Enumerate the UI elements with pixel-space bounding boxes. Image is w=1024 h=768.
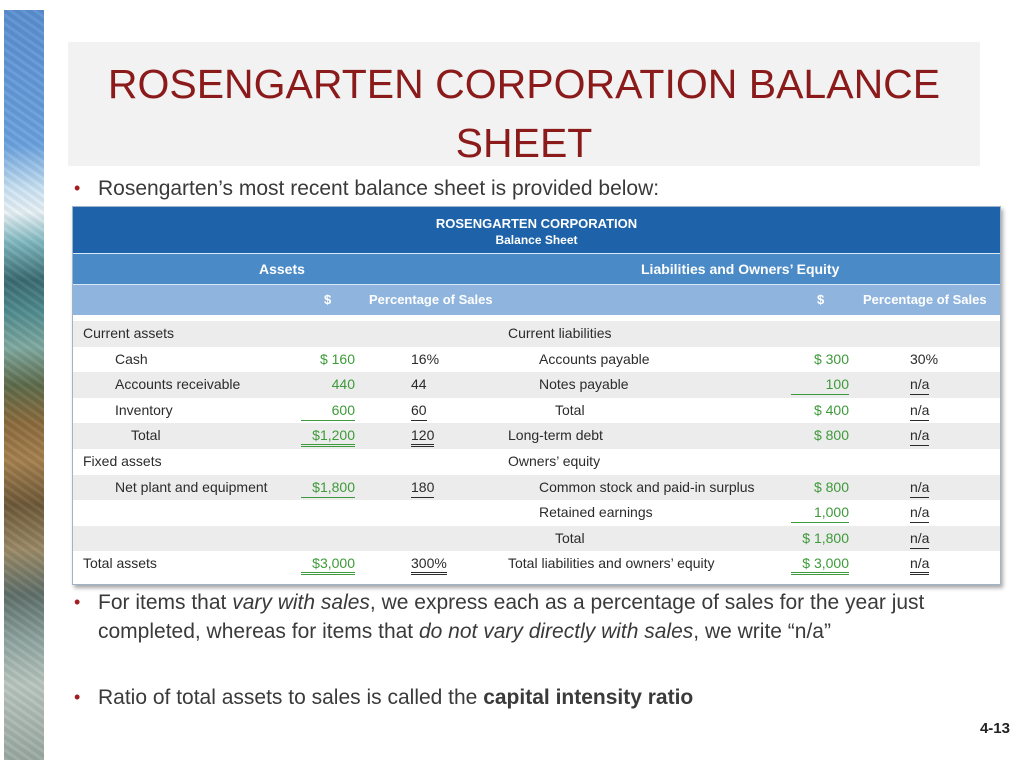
liability-pct: n/a [910, 530, 929, 549]
assets-dollar-header: $ [324, 292, 332, 307]
bullet-dot: • [74, 687, 81, 707]
text-segment: , we express each as a percentage of sales for the year just completed, whereas for items that [98, 591, 925, 643]
asset-label: Cash [115, 350, 148, 367]
liability-label: Owners’ equity [508, 452, 601, 469]
liability-value: $ 3,000 [791, 555, 849, 575]
liability-value: $ 1,800 [802, 529, 849, 546]
asset-pct: 60 [411, 402, 427, 421]
liability-label: Notes payable [539, 376, 629, 393]
liability-value: 1,000 [791, 504, 849, 523]
liability-pct: 30% [910, 350, 939, 367]
decorative-coral-strip [4, 10, 44, 760]
bullet-capital-text [74, 683, 968, 712]
asset-label: Accounts receivable [115, 376, 241, 393]
assets-header: Assets [259, 261, 305, 277]
asset-label: Total [131, 427, 161, 444]
asset-value: 600 [301, 402, 355, 421]
asset-value: 440 [331, 376, 355, 393]
asset-label: Fixed assets [83, 452, 162, 469]
table-row [73, 500, 1000, 526]
asset-pct: 300% [411, 555, 447, 575]
asset-value: $3,000 [301, 555, 355, 575]
liability-label: Total [555, 401, 585, 418]
asset-pct: 44 [411, 376, 427, 393]
bullet-intro-text: Rosengarten’s most recent balance sheet is provided below: [98, 177, 660, 200]
asset-value: $1,200 [301, 427, 355, 447]
bullet-dot: • [74, 592, 81, 612]
bullet-vary-with-sales [74, 588, 974, 646]
liability-value: $ 400 [813, 401, 849, 418]
liability-label: Long-term debt [508, 427, 603, 444]
column-header-row [73, 284, 1000, 315]
liability-label: Current liabilities [508, 325, 612, 341]
table-row [73, 398, 1000, 424]
balance-sheet-table [72, 206, 1001, 585]
table-body [73, 315, 1000, 577]
sheet-subtitle: Balance Sheet [495, 233, 578, 247]
liability-pct: n/a [910, 427, 929, 446]
asset-pct: 16% [411, 350, 440, 367]
table-row [73, 551, 1000, 577]
liability-value: 100 [791, 376, 849, 395]
liability-label: Common stock and paid-in surplus [539, 478, 755, 495]
company-name: ROSENGARTEN CORPORATION [435, 216, 638, 231]
bold-term: capital intensity ratio [483, 686, 694, 709]
liability-label: Accounts payable [539, 350, 650, 367]
bullet-dot: • [74, 178, 81, 198]
liability-pct: n/a [910, 402, 929, 421]
asset-label: Net plant and equipment [115, 478, 268, 495]
liability-value: $ 300 [813, 350, 849, 367]
liability-pct: n/a [910, 376, 929, 395]
liability-label: Total liabilities and owners’ equity [508, 555, 715, 572]
table-row [73, 372, 1000, 398]
section-header-row [73, 253, 1000, 284]
asset-label: Total assets [83, 555, 157, 572]
page-number: 4-13 [979, 720, 1010, 737]
table-row [73, 423, 1000, 449]
bullet-capital-intensity [74, 683, 974, 712]
italic-phrase: do not vary directly with sales [418, 620, 694, 643]
table-row [73, 449, 1000, 475]
bullet-vary-text [74, 588, 968, 646]
liability-pct: n/a [910, 479, 929, 498]
liab-pct-header: Percentage of Sales [863, 292, 987, 307]
assets-pct-header: Percentage of Sales [369, 292, 493, 307]
liability-label: Total [555, 529, 585, 546]
table-row [73, 347, 1000, 373]
liability-value: $ 800 [813, 427, 849, 444]
table-row [73, 321, 1000, 347]
asset-value: $1,800 [301, 479, 355, 498]
asset-pct: 180 [411, 479, 434, 498]
title-box [68, 42, 980, 166]
liability-pct: n/a [910, 555, 929, 575]
asset-label: Current assets [83, 325, 175, 341]
asset-value: $ 160 [319, 350, 355, 367]
table-row [73, 526, 1000, 552]
liability-pct: n/a [910, 504, 929, 523]
bullet-intro [74, 174, 974, 203]
table-title-band [73, 207, 1000, 253]
liabilities-header: Liabilities and Owners’ Equity [641, 261, 840, 277]
asset-label: Inventory [115, 401, 173, 418]
table-row [73, 475, 1000, 501]
liability-label: Retained earnings [539, 504, 653, 521]
text-segment: Ratio of total assets to sales is called the [98, 686, 484, 709]
liability-value: $ 800 [813, 478, 849, 495]
italic-phrase: vary with sales [232, 591, 370, 614]
text-segment: , we write “n/a” [693, 620, 831, 643]
slide-title: ROSENGARTEN CORPORATION BALANCE SHEET [107, 61, 941, 166]
liab-dollar-header: $ [817, 292, 825, 307]
asset-pct: 120 [411, 427, 434, 447]
text-segment: For items that [98, 591, 233, 614]
